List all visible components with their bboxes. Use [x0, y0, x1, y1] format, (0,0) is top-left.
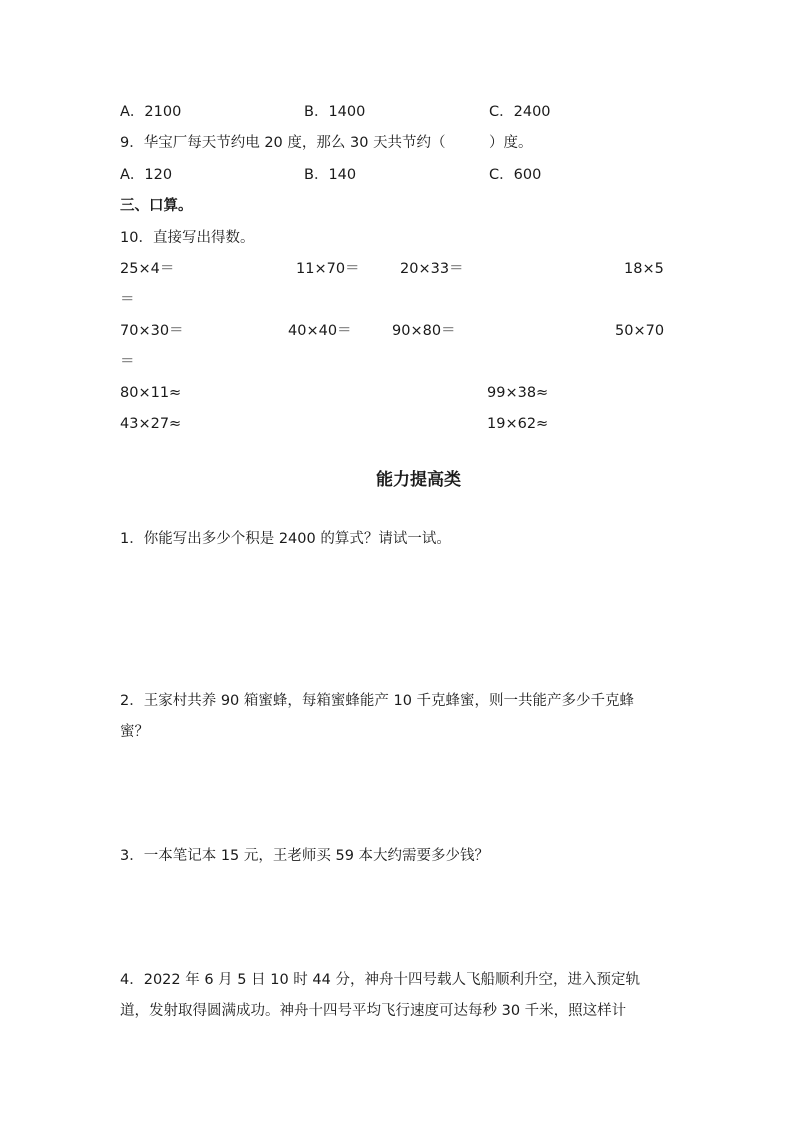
- calc-item: 50×70: [615, 323, 665, 339]
- calc-item: 18×5: [624, 261, 664, 277]
- problem-4-line-2: 道，发射取得圆满成功。神舟十四号平均飞行速度可达每秒 30 千米，照这样计: [120, 1003, 627, 1019]
- problem-2-line-2: 蜜？: [120, 724, 149, 740]
- calc-wrap-equals: ＝: [120, 354, 135, 370]
- calc-item: 99×38≈: [487, 385, 549, 401]
- q9-text: 9．华宝厂每天节约电 20 度，那么 30 天共节约（ ）度。: [120, 135, 533, 151]
- calc-item: 90×80＝: [392, 323, 456, 339]
- calc-item: 40×40＝: [288, 323, 352, 339]
- calc-item: 70×30＝: [120, 323, 184, 339]
- problem-1: 1．你能写出多少个积是 2400 的算式？请试一试。: [120, 531, 451, 547]
- calc-item: 19×62≈: [487, 416, 549, 432]
- problem-2-line-1: 2．王家村共养 90 箱蜜蜂，每箱蜜蜂能产 10 千克蜂蜜，则一共能产多少千克蜂: [120, 693, 635, 709]
- calc-item: 25×4＝: [120, 261, 175, 277]
- calc-item: 43×27≈: [120, 416, 182, 432]
- section-heading-mental-math: 三、口算。: [120, 198, 193, 214]
- q8-option-b: B．1400: [304, 104, 366, 120]
- q9-option-a: A．120: [120, 167, 173, 183]
- problem-3: 3．一本笔记本 15 元，王老师买 59 本大约需要多少钱？: [120, 848, 490, 864]
- calc-item: 80×11≈: [120, 385, 182, 401]
- page-title: 能力提高类: [376, 470, 461, 490]
- calc-wrap-equals: ＝: [120, 292, 135, 308]
- q9-option-c: C．600: [489, 167, 542, 183]
- q10-prompt: 10．直接写出得数。: [120, 230, 255, 246]
- calc-item: 20×33＝: [400, 261, 464, 277]
- problem-4-line-1: 4．2022 年 6 月 5 日 10 时 44 分，神舟十四号载人飞船顺利升空，进入预定轨: [120, 972, 640, 988]
- q8-option-a: A．2100: [120, 104, 182, 120]
- calc-item: 11×70＝: [296, 261, 360, 277]
- q8-option-c: C．2400: [489, 104, 551, 120]
- q9-option-b: B．140: [304, 167, 357, 183]
